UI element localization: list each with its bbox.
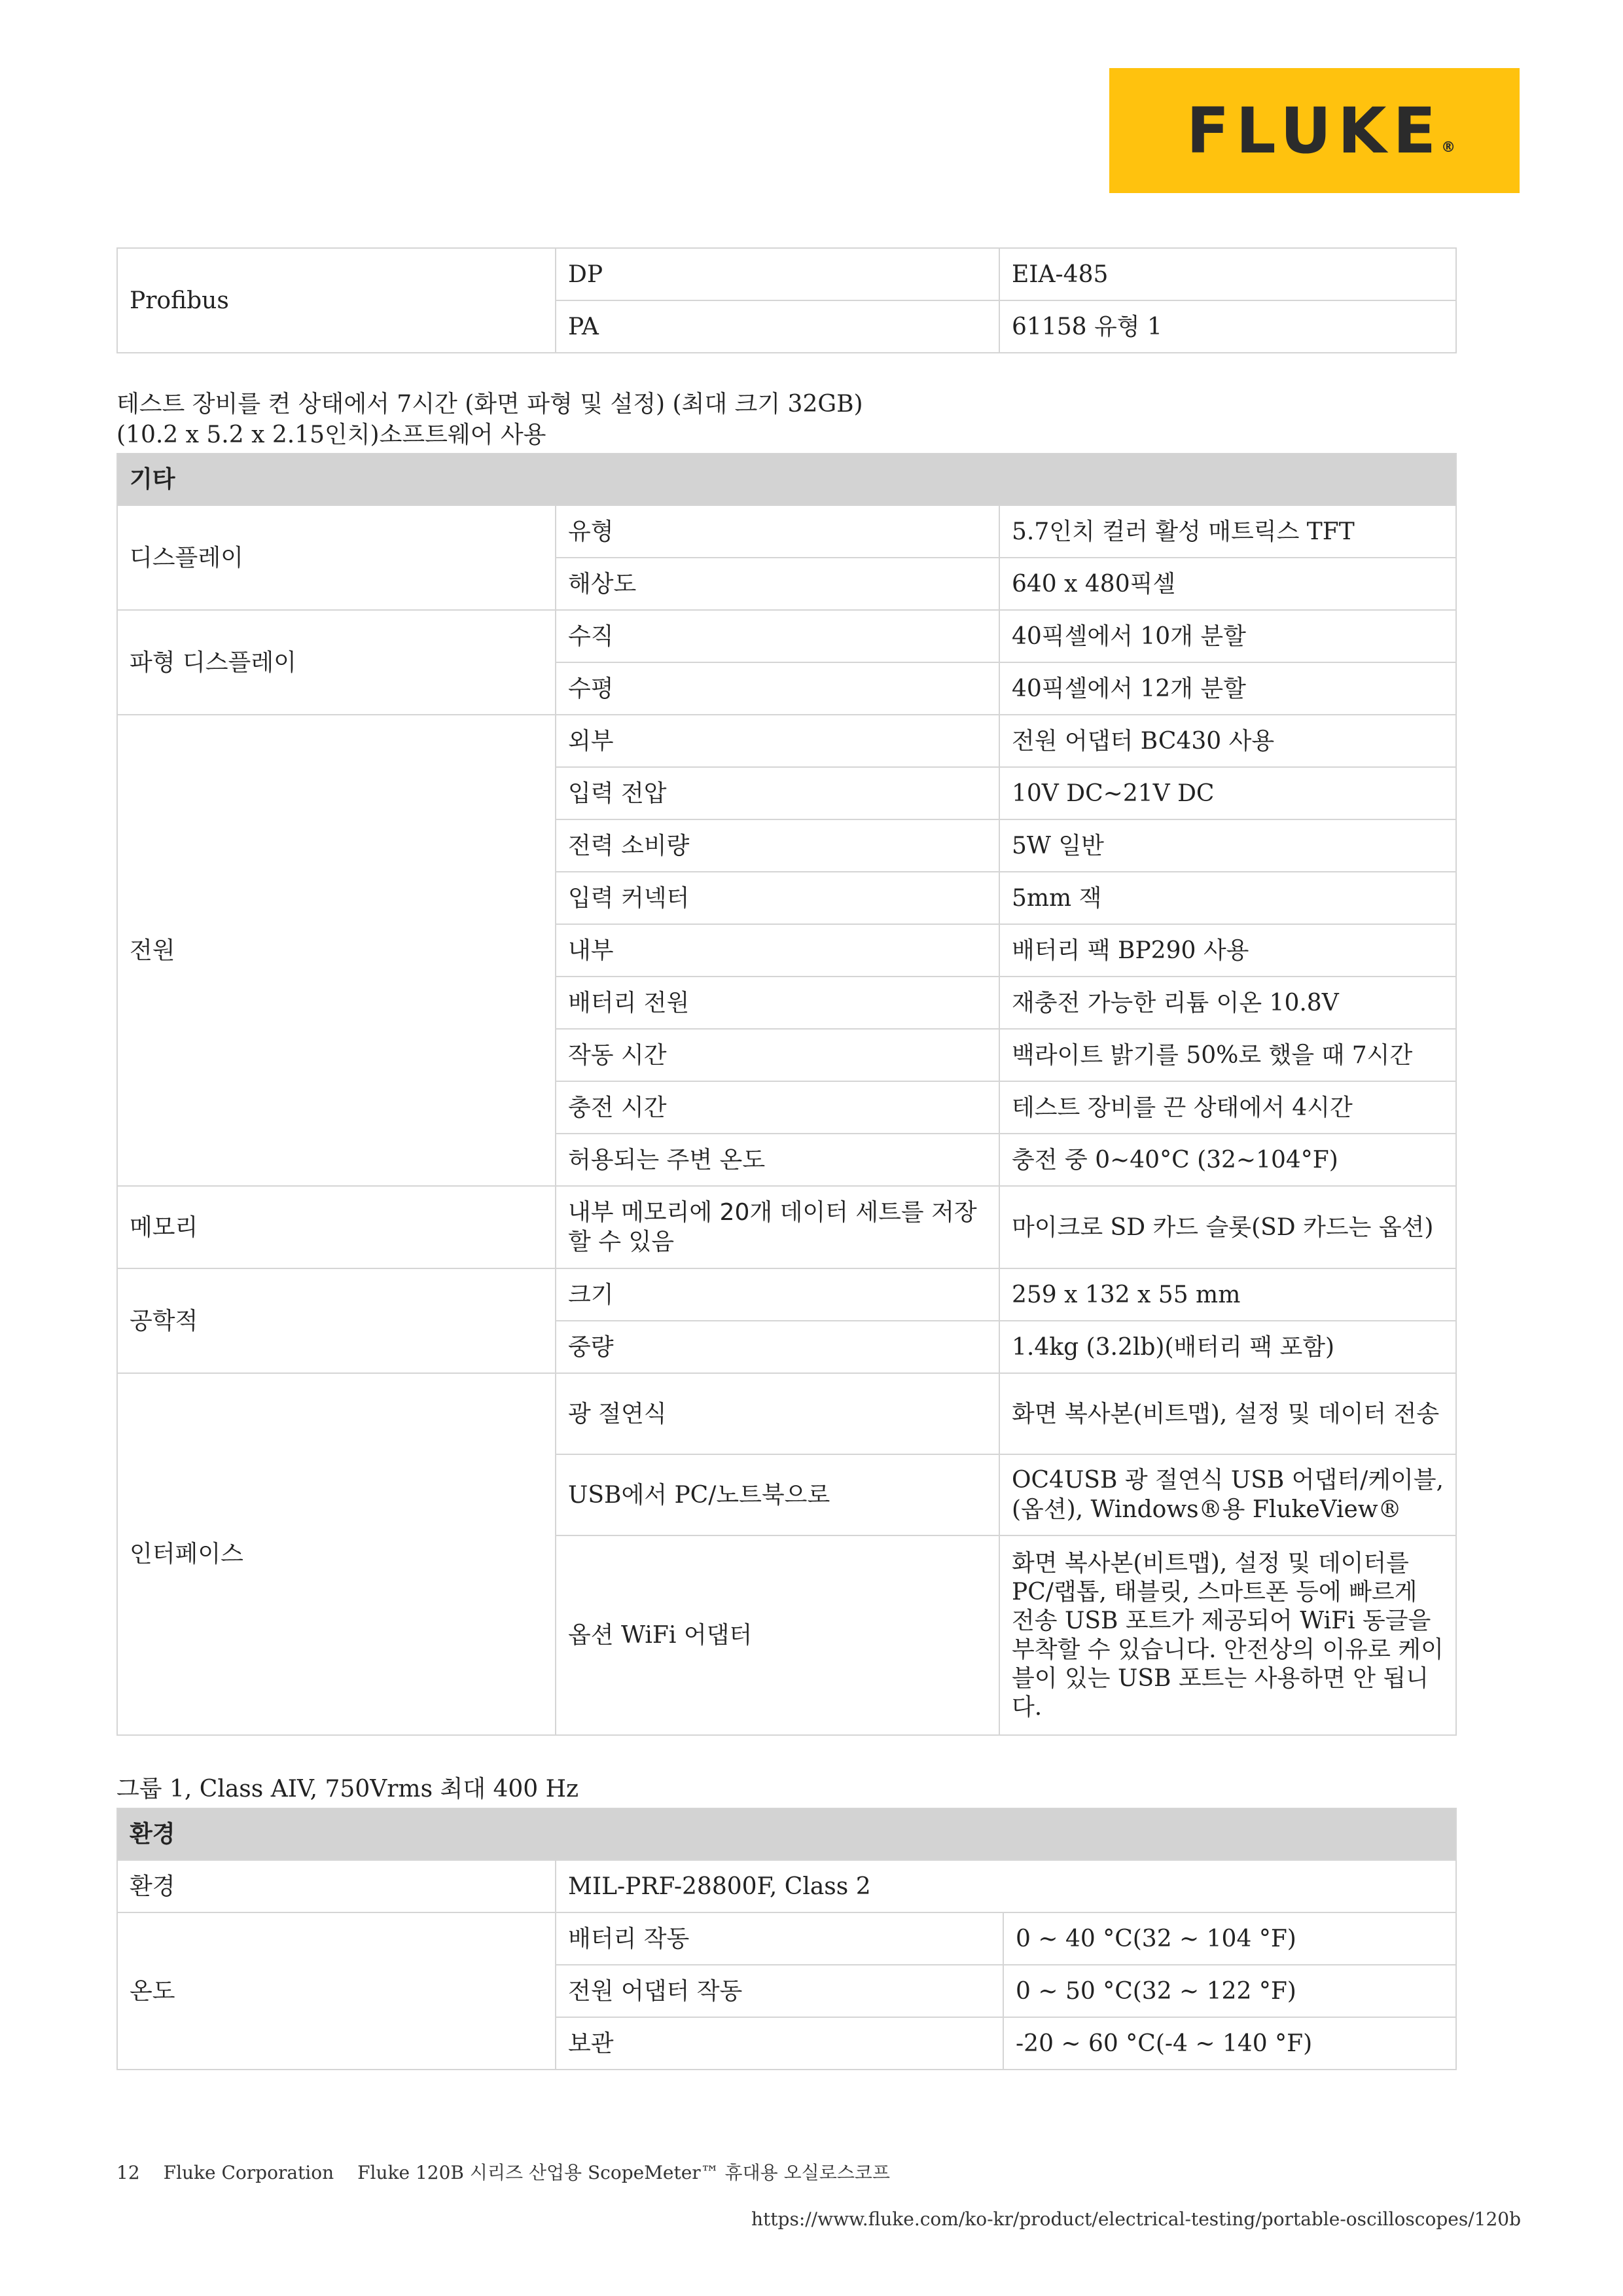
temp-key: 보관 (556, 2017, 1003, 2070)
spec-key: 입력 전압 (556, 767, 999, 819)
spec-key: USB에서 PC/노트북으로 (556, 1454, 999, 1535)
spec-value: 5mm 잭 (999, 872, 1456, 924)
group-label: 메모리 (117, 1186, 556, 1268)
spec-key: 수평 (556, 662, 999, 715)
spec-key: 배터리 전원 (556, 977, 999, 1029)
spec-value: 배터리 팩 BP290 사용 (999, 924, 1456, 977)
spec-value: 백라이트 밝기를 50%로 했을 때 7시간 (999, 1029, 1456, 1081)
spec-key: 작동 시간 (556, 1029, 999, 1081)
spec-key: 충전 시간 (556, 1081, 999, 1134)
spec-value: 5.7인치 컬러 활성 매트릭스 TFT (999, 505, 1456, 558)
environment-table (116, 1808, 1457, 2070)
profibus-value: 61158 유형 1 (999, 300, 1456, 353)
spec-key: 유형 (556, 505, 999, 558)
group-label: 인터페이스 (117, 1373, 556, 1735)
spec-value: 40픽셀에서 10개 분할 (999, 610, 1456, 662)
profibus-label: Profibus (117, 248, 556, 353)
spec-value: 1.4kg (3.2lb)(배터리 팩 포함) (999, 1321, 1456, 1373)
profibus-key: DP (556, 248, 999, 300)
temp-value: -20 ~ 60 °C(-4 ~ 140 °F) (1003, 2017, 1456, 2070)
spec-key: 중량 (556, 1321, 999, 1373)
spec-key: 전력 소비량 (556, 819, 999, 872)
spec-value: 5W 일반 (999, 819, 1456, 872)
group-label: 파형 디스플레이 (117, 610, 556, 715)
temp-label: 온도 (117, 1912, 556, 2070)
storage-note-line1: 테스트 장비를 켠 상태에서 7시간 (화면 파형 및 설정) (최대 크기 32GB) (116, 391, 863, 418)
temp-key: 전원 어댑터 작동 (556, 1965, 1003, 2017)
page-number: 12 (116, 2162, 140, 2183)
logo-text: FLUKE ® (1186, 94, 1463, 168)
spec-value: 40픽셀에서 12개 분할 (999, 662, 1456, 715)
section-header: 환경 (117, 1808, 1456, 1860)
spec-value: 재충전 가능한 리튬 이온 10.8V (999, 977, 1456, 1029)
env-value: MIL-PRF-28800F, Class 2 (556, 1860, 1456, 1912)
spec-key: 수직 (556, 610, 999, 662)
group-label: 디스플레이 (117, 505, 556, 610)
group-label: 전원 (117, 715, 556, 1186)
spec-value: 충전 중 0~40°C (32~104°F) (999, 1134, 1456, 1186)
temp-key: 배터리 작동 (556, 1912, 1003, 1965)
spec-value: 화면 복사본(비트맵), 설정 및 데이터를 PC/랩톱, 태블릿, 스마트폰 등에 빠르게 전송 USB 포트가 제공되어 WiFi 동글을 부착할 수 있습니다. 안전상의 이유로 케이블이 있는 USB 포트는 사용하면 안 됩니다. (999, 1535, 1456, 1735)
footer (116, 2159, 914, 2185)
temp-value: 0 ~ 50 °C(32 ~ 122 °F) (1003, 1965, 1456, 2017)
spec-key: 내부 (556, 924, 999, 977)
footer-company: Fluke Corporation (163, 2162, 334, 2183)
spec-key: 광 절연식 (556, 1373, 999, 1454)
spec-key: 내부 메모리에 20개 데이터 세트를 저장할 수 있음 (556, 1186, 999, 1268)
spec-value: 마이크로 SD 카드 슬롯(SD 카드는 옵션) (999, 1186, 1456, 1268)
spec-key: 해상도 (556, 558, 999, 610)
spec-value: 10V DC~21V DC (999, 767, 1456, 819)
spec-value: 테스트 장비를 끈 상태에서 4시간 (999, 1081, 1456, 1134)
footer-title: Fluke 120B 시리즈 산업용 ScopeMeter™ 휴대용 오실로스코프 (357, 2162, 890, 2183)
spec-value: 640 x 480픽셀 (999, 558, 1456, 610)
profibus-key: PA (556, 300, 999, 353)
profibus-value: EIA-485 (999, 248, 1456, 300)
spec-key: 입력 커넥터 (556, 872, 999, 924)
env-label: 환경 (117, 1860, 556, 1912)
spec-value: 전원 어댑터 BC430 사용 (999, 715, 1456, 767)
fluke-logo (1109, 68, 1520, 193)
storage-note-line2: (10.2 x 5.2 x 2.15인치)소프트웨어 사용 (116, 422, 546, 448)
misc-spec-table (116, 453, 1457, 1736)
spec-value: 259 x 132 x 55 mm (999, 1268, 1456, 1321)
group-label: 공학적 (117, 1268, 556, 1373)
spec-key: 외부 (556, 715, 999, 767)
spec-key: 옵션 WiFi 어댑터 (556, 1535, 999, 1735)
temp-value: 0 ~ 40 °C(32 ~ 104 °F) (1003, 1912, 1456, 1965)
spec-value: 화면 복사본(비트맵), 설정 및 데이터 전송 (999, 1373, 1456, 1454)
spec-value: OC4USB 광 절연식 USB 어댑터/케이블, (옵션), Windows®용 FlukeView® (999, 1454, 1456, 1535)
footer-url[interactable]: https://www.fluke.com/ko-kr/product/electrical-testing/portable-oscilloscopes/120b (751, 2208, 1521, 2230)
spec-key: 허용되는 주변 온도 (556, 1134, 999, 1186)
spec-key: 크기 (556, 1268, 999, 1321)
profibus-table (116, 247, 1457, 353)
storage-note (116, 389, 863, 450)
group-note: 그룹 1, Class AIV, 750Vrms 최대 400 Hz (116, 1776, 579, 1803)
section-header: 기타 (117, 454, 1456, 505)
